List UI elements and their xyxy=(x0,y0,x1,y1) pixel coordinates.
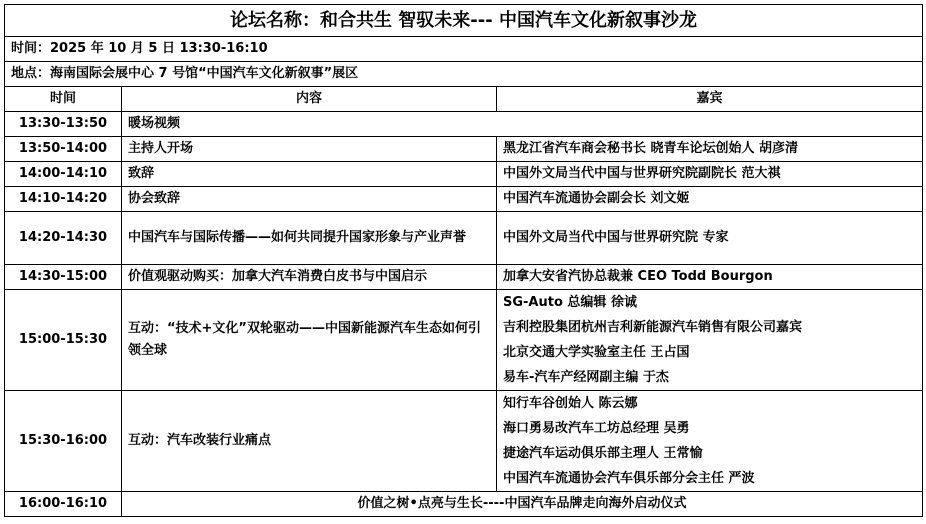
row-guests xyxy=(497,391,923,492)
table-row xyxy=(5,112,923,137)
row-guest: 中国汽车流通协会副会长 刘文姬 xyxy=(497,187,923,212)
row-content: 暖场视频 xyxy=(122,112,923,137)
row-time: 13:50-14:00 xyxy=(5,137,122,162)
row-content: 主持人开场 xyxy=(122,137,497,162)
agenda-table xyxy=(4,4,923,517)
row-content: 协会致辞 xyxy=(122,187,497,212)
guest: 知行车谷创始人 陈云娜 xyxy=(503,396,638,411)
row-time: 15:00-15:30 xyxy=(5,290,122,391)
row-guest: 加拿大安省汽协总裁兼 CEO Todd Bourgon xyxy=(497,265,923,290)
header-guests: 嘉宾 xyxy=(497,87,923,112)
guest: 易车-汽车产经网副主编 于杰 xyxy=(503,370,669,385)
row-content: 致辞 xyxy=(122,162,497,187)
guest: SG-Auto 总编辑 徐诚 xyxy=(503,295,637,310)
table-row xyxy=(5,391,923,492)
table-row xyxy=(5,290,923,391)
guest: 中国汽车流通协会汽车俱乐部分会主任 严波 xyxy=(503,471,755,486)
row-guest: 中国外文局当代中国与世界研究院 专家 xyxy=(497,212,923,265)
row-content: 互动：汽车改装行业痛点 xyxy=(122,391,497,492)
row-content: 互动：“技术+文化”双轮驱动——中国新能源汽车生态如何引领全球 xyxy=(122,290,497,391)
table-row xyxy=(5,162,923,187)
table-row xyxy=(5,212,923,265)
row-content: 中国汽车与国际传播——如何共同提升国家形象与产业声誉 xyxy=(122,212,497,265)
row-time: 15:30-16:00 xyxy=(5,391,122,492)
row-content: 价值之树•点亮与生长----中国汽车品牌走向海外启动仪式 xyxy=(122,492,923,517)
event-location: 地点：海南国际会展中心 7 号馆“中国汽车文化新叙事”展区 xyxy=(5,62,923,87)
row-guest: 黑龙江省汽车商会秘书长 晓青车论坛创始人 胡彦清 xyxy=(497,137,923,162)
row-time: 14:20-14:30 xyxy=(5,212,122,265)
guest: 捷途汽车运动俱乐部主理人 王常愉 xyxy=(503,446,703,461)
guest: 北京交通大学实验室主任 王占国 xyxy=(503,345,690,360)
row-guests xyxy=(497,290,923,391)
table-row xyxy=(5,265,923,290)
table-row xyxy=(5,492,923,517)
header-content: 内容 xyxy=(122,87,497,112)
row-time: 14:30-15:00 xyxy=(5,265,122,290)
guest: 海口勇易改汽车工坊总经理 吴勇 xyxy=(503,421,690,436)
row-time: 13:30-13:50 xyxy=(5,112,122,137)
row-time: 14:10-14:20 xyxy=(5,187,122,212)
table-row xyxy=(5,137,923,162)
forum-title: 论坛名称：和合共生 智驭未来--- 中国汽车文化新叙事沙龙 xyxy=(5,5,923,37)
header-time: 时间 xyxy=(5,87,122,112)
row-time: 14:00-14:10 xyxy=(5,162,122,187)
table-row xyxy=(5,187,923,212)
row-guest: 中国外文局当代中国与世界研究院副院长 范大祺 xyxy=(497,162,923,187)
row-content: 价值观驱动购买：加拿大汽车消费白皮书与中国启示 xyxy=(122,265,497,290)
row-time: 16:00-16:10 xyxy=(5,492,122,517)
guest: 吉利控股集团杭州吉利新能源汽车销售有限公司嘉宾 xyxy=(503,320,803,335)
event-time: 时间：2025 年 10 月 5 日 13:30-16:10 xyxy=(5,37,923,62)
